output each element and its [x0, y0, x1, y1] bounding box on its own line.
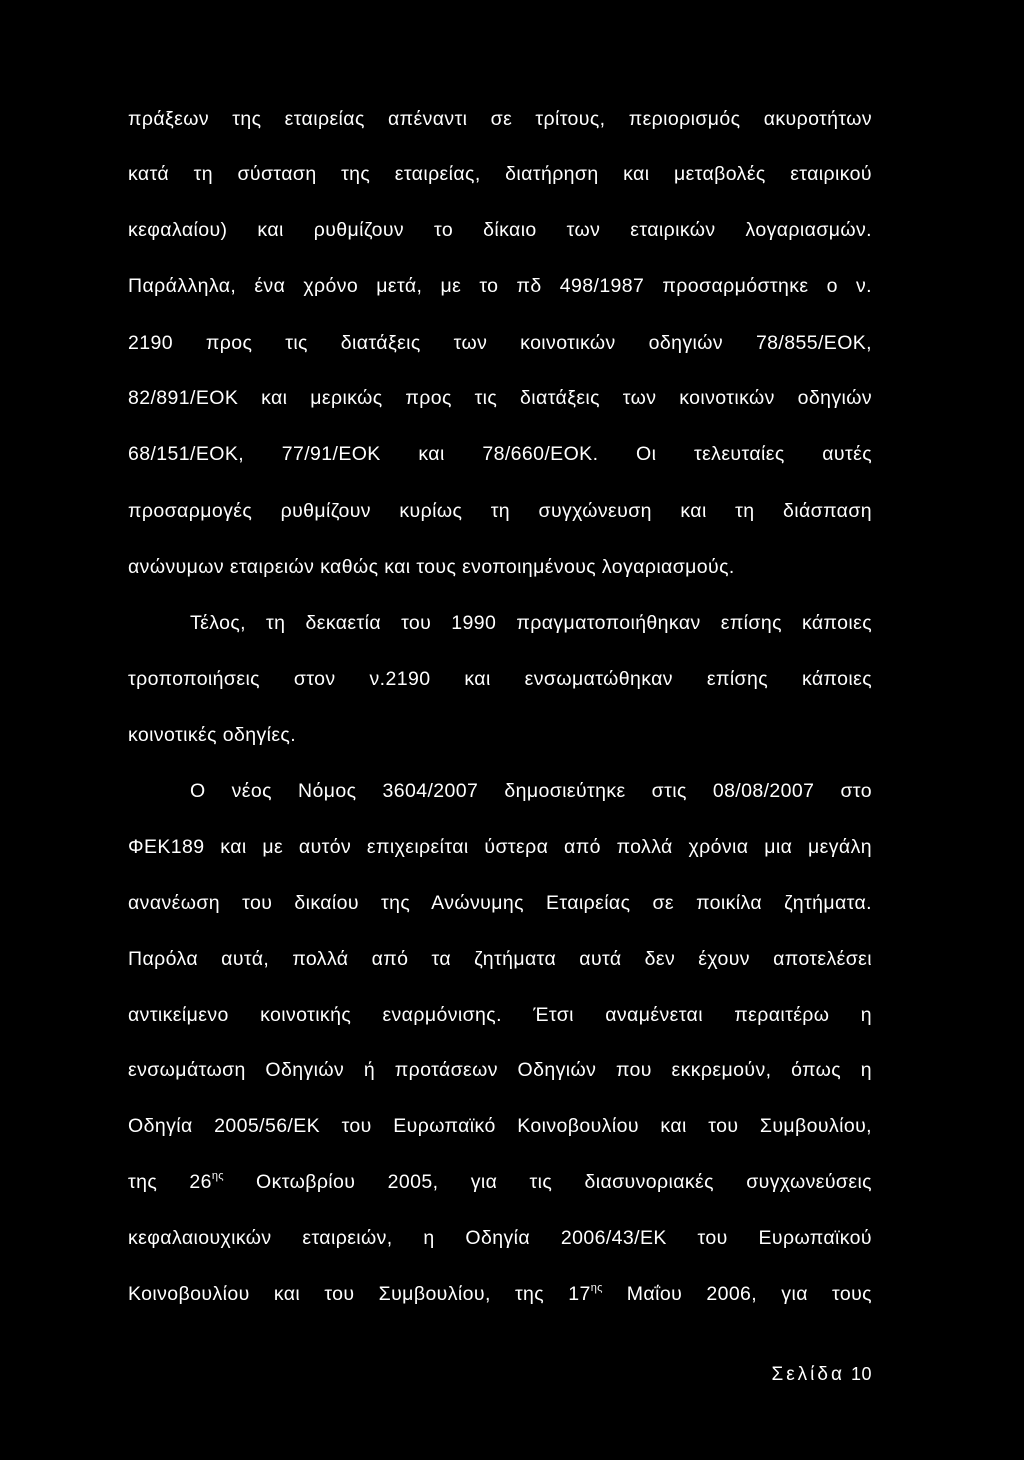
text-line: πράξεων της εταιρείας απέναντι σε τρίτους, περιορισμός ακυροτήτων	[128, 108, 872, 130]
text-line: προσαρμογές ρυθμίζουν κυρίως τη συγχώνευση και τη διάσπαση	[128, 500, 872, 522]
text-line: κατά τη σύσταση της εταιρείας, διατήρηση και μεταβολές εταιρικού	[128, 163, 872, 185]
text-segment: Οκτωβρίου 2005, για τις διασυνοριακές συγχωνεύσεις	[223, 1171, 872, 1193]
text-line	[128, 1281, 872, 1307]
text-segment: Μαΐου 2006, για τους	[602, 1283, 872, 1305]
text-line: Τέλος, τη δεκαετία του 1990 πραγματοποιήθηκαν επίσης κάποιες	[190, 612, 872, 634]
page-label: Σελίδα	[771, 1364, 845, 1385]
text-line: 82/891/ΕΟΚ και μερικώς προς τις διατάξεις των κοινοτικών οδηγιών	[128, 387, 872, 409]
text-line: 2190 προς τις διατάξεις των κοινοτικών οδηγιών 78/855/ΕΟΚ,	[128, 332, 872, 354]
text-line: Παρόλα αυτά, πολλά από τα ζητήματα αυτά δεν έχουν αποτελέσει	[128, 948, 872, 970]
text-line: κοινοτικές οδηγίες.	[128, 724, 297, 746]
text-line: 68/151/ΕΟΚ, 77/91/ΕΟΚ και 78/660/ΕΟΚ. Οι τελευταίες αυτές	[128, 443, 872, 465]
text-line: ανανέωση του δικαίου της Ανώνυμης Εταιρείας σε ποικίλα ζητήματα.	[128, 892, 872, 914]
text-segment: Κοινοβουλίου και του Συμβουλίου, της 17	[128, 1283, 591, 1305]
ordinal-suffix: ης	[211, 1170, 224, 1182]
text-line	[128, 1169, 872, 1195]
text-line: ενσωμάτωση Οδηγιών ή προτάσεων Οδηγιών που εκκρεμούν, όπως η	[128, 1059, 872, 1081]
text-line: ΦΕΚ189 και με αυτόν επιχειρείται ύστερα από πολλά χρόνια μια μεγάλη	[128, 836, 872, 858]
text-line: τροποποιήσεις στον ν.2190 και ενσωματώθηκαν επίσης κάποιες	[128, 668, 872, 690]
text-line: ανώνυμων εταιρειών καθώς και τους ενοποιημένους λογαριασμούς.	[128, 556, 735, 578]
text-line: κεφαλαίου) και ρυθμίζουν το δίκαιο των εταιρικών λογαριασμών.	[128, 219, 872, 241]
page-number: 10	[850, 1364, 872, 1384]
text-line: αντικείμενο κοινοτικής εναρμόνισης. Έτσι αναμένεται περαιτέρω η	[128, 1004, 872, 1026]
ordinal-suffix: ης	[590, 1282, 603, 1294]
text-line: Οδηγία 2005/56/ΕΚ του Ευρωπαϊκό Κοινοβουλίου και του Συμβουλίου,	[128, 1115, 872, 1137]
text-line: Παράλληλα, ένα χρόνο μετά, με το πδ 498/1987 προσαρμόστηκε ο ν.	[128, 275, 872, 297]
text-line: Ο νέος Νόμος 3604/2007 δημοσιεύτηκε στις 08/08/2007 στο	[190, 780, 872, 802]
page-footer	[771, 1361, 872, 1388]
text-segment: της 26	[128, 1171, 212, 1193]
text-line: κεφαλαιουχικών εταιρειών, η Οδηγία 2006/43/ΕΚ του Ευρωπαϊκού	[128, 1227, 872, 1249]
